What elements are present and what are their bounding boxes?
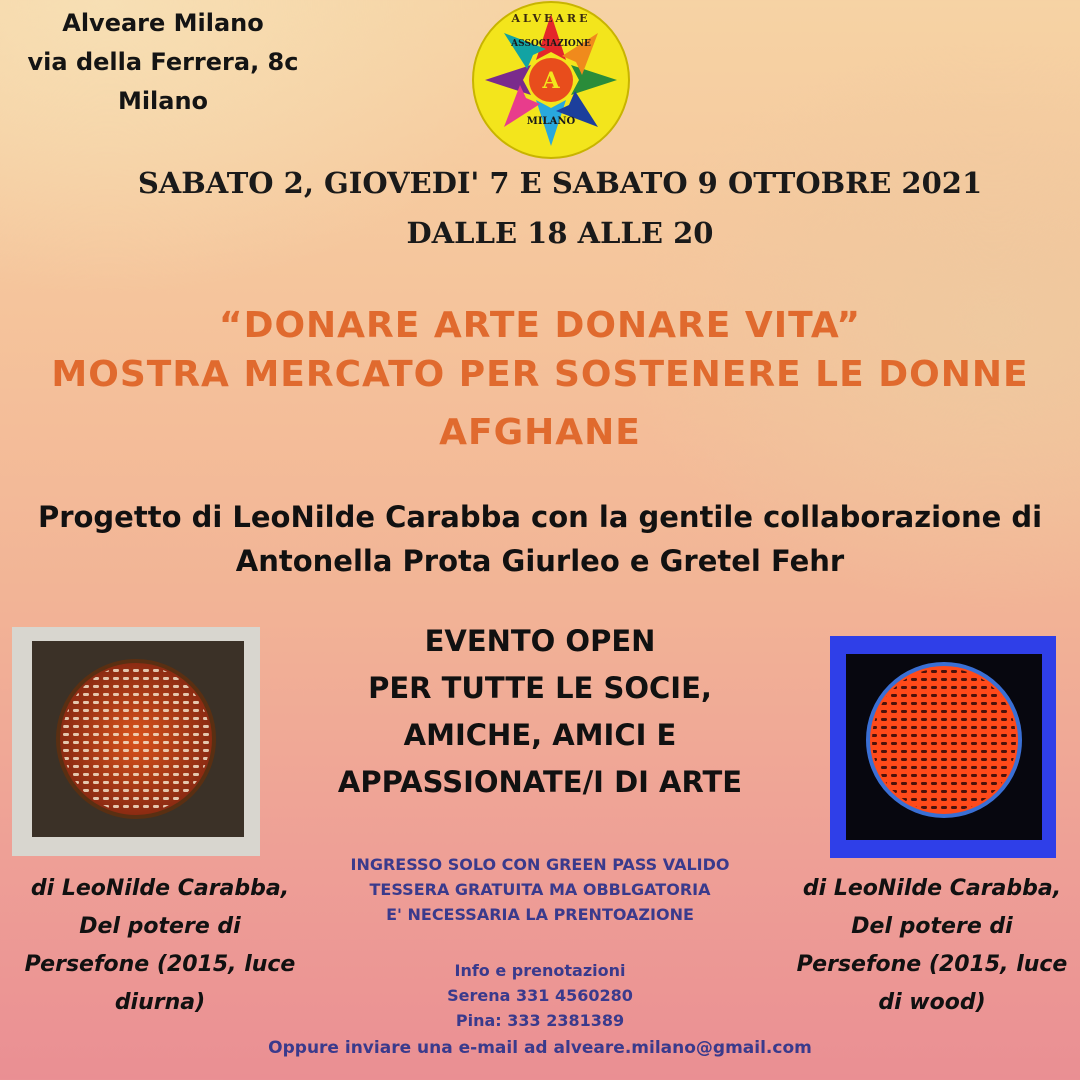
association-logo <box>470 0 632 160</box>
project-credit-2: Antonella Prota Giurleo e Gretel Fehr <box>235 544 845 578</box>
caption-line: di LeoNilde Carabba, <box>30 876 290 901</box>
event-audience-2: AMICHE, AMICI E <box>403 718 677 752</box>
caption-line: Persefone (2015, luce <box>796 952 1068 977</box>
event-audience-1: PER TUTTE LE SOCIE, <box>368 671 712 705</box>
logo-ring-text: ASSOCIAZIONE <box>511 39 591 49</box>
event-dates: SABATO 2, GIOVEDI' 7 E SABATO 9 OTTOBRE 2021 <box>137 166 983 200</box>
venue-address <box>8 4 318 121</box>
entry-requirement-2: TESSERA GRATUITA MA OBBLGATORIA <box>369 880 711 899</box>
logo-center-letter: A <box>542 68 560 94</box>
artwork-caption-right <box>782 870 1080 1022</box>
artwork-marks <box>872 668 1016 812</box>
caption-line: diurna) <box>114 990 206 1015</box>
artwork-wood-light <box>830 636 1056 858</box>
project-credit-1: Progetto di LeoNilde Carabba con la gentile collaborazione di <box>37 500 1043 534</box>
artwork-marks <box>62 665 210 813</box>
caption-line: di LeoNilde Carabba, <box>802 876 1062 901</box>
caption-line: Persefone (2015, luce <box>24 952 296 977</box>
venue-city: Milano <box>117 87 209 115</box>
event-open-heading: EVENTO OPEN <box>424 624 656 658</box>
artwork-daylight <box>12 627 260 856</box>
logo-city-text: MILANO <box>526 116 576 127</box>
caption-line: Del potere di <box>79 914 241 939</box>
exhibition-subtitle-1: MOSTRA MERCATO PER SOSTENERE LE DONNE <box>51 354 1029 395</box>
caption-line: Del potere di <box>851 914 1013 939</box>
contact-email: Oppure inviare una e-mail ad alveare.milano@gmail.com <box>268 1038 812 1058</box>
exhibition-subtitle-2: AFGHANE <box>439 412 641 453</box>
contact-pina: Pina: 333 2381389 <box>455 1011 625 1030</box>
entry-requirement-1: INGRESSO SOLO CON GREEN PASS VALIDO <box>350 855 730 874</box>
logo-top-text: ALVEARE <box>511 12 591 25</box>
exhibition-title: “DONARE ARTE DONARE VITA” <box>218 305 862 346</box>
entry-requirement-3: E' NECESSARIA LA PRENTOAZIONE <box>386 905 694 924</box>
artwork-caption-left <box>10 870 310 1022</box>
contact-heading: Info e prenotazioni <box>454 961 626 980</box>
event-audience-3: APPASSIONATE/I DI ARTE <box>337 765 743 799</box>
venue-name: Alveare Milano <box>62 9 264 37</box>
venue-street: via della Ferrera, 8c <box>27 48 299 76</box>
event-hours: DALLE 18 ALLE 20 <box>406 216 714 250</box>
contact-serena: Serena 331 4560280 <box>447 986 633 1005</box>
caption-line: di wood) <box>878 990 986 1015</box>
